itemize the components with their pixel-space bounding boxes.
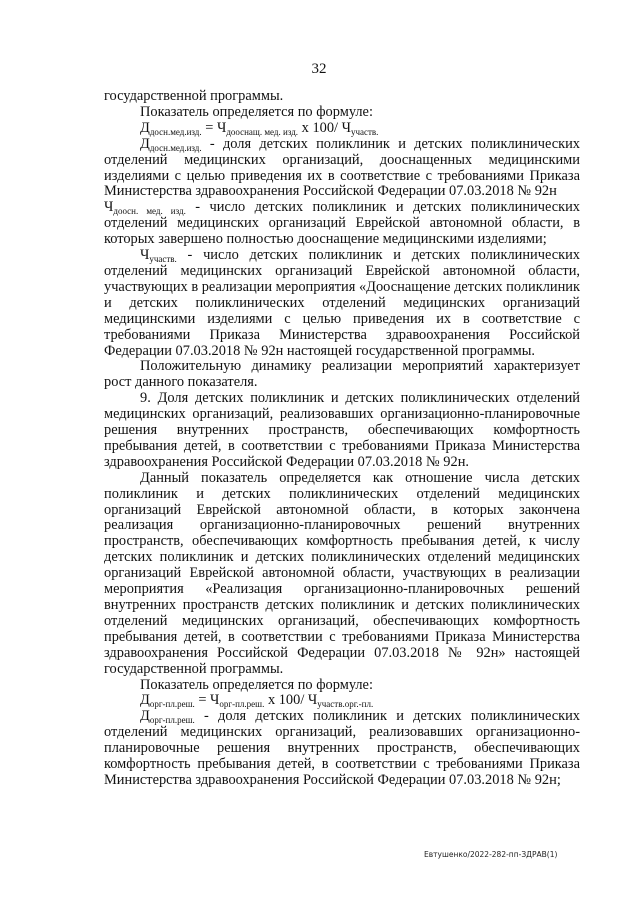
term-text: - число детских поликлиник и детских поликлинических отделений медицинских организаций Еврейской автономной области, в которых завершено полностью дооснащение медицинскими изделиями; — [104, 199, 580, 248]
formula-operator: х 100/ Ч — [298, 119, 351, 136]
document-body — [104, 89, 580, 789]
paragraph-indicator-9: 9. Доля детских поликлиник и детских поликлинических отделений медицинских организаций, реализовавших организационно-планировочные решения внутренних пространств, обеспечивающих комфортность пребывания детей, в соответствии с требованиями Приказа Министерства здравоохранения Российской Федерации 07.03.2018 № 92н. — [104, 390, 580, 470]
formula-subscript: дооснащ. мед. изд. — [226, 126, 299, 137]
page-number: 32 — [311, 61, 327, 77]
term-text: - доля детских поликлиник и детских поликлинических отделений медицинских организаций, дооснащенных медицинскими изделиями с целью приведения их в соответствие с требованиями Приказа Министерства здравоохранения Российской Федерации 07.03.2018 № 92н — [104, 135, 580, 200]
formula-subscript: участв.орг.-пл. — [317, 699, 374, 710]
term-text: - число детских поликлиник и детских поликлинических отделений медицинских организаций Еврейской автономной области, участвующих в реализации мероприятия «Дооснащение детских поликлиник и детских поликлинических отделений медицинских организаций медицинскими изделиями с целью приведения их в соответствие с требованиями Приказа Министерства здравоохранения Российской Федерации 07.03.2018 № 92н настоящей государственной программы. — [104, 247, 580, 359]
term-definition — [104, 248, 580, 359]
formula-symbol: Д — [140, 692, 150, 709]
document-footer: Евтушенко/2022-282-пп-ЗДРАВ(1) — [424, 850, 558, 859]
term-text: - доля детских поликлиник и детских поликлинических отделений медицинских организаций, реализовавших организационно-планировочные решения внутренних пространств, обеспечивающих комфортность пребывания детей, в соответствии с требованиями Приказа Министерства здравоохранения Российской Федерации 07.03.2018 № 92н; — [104, 708, 580, 788]
term-subscript: доосн. мед. изд. — [113, 206, 186, 217]
term-definition — [104, 200, 580, 248]
term-symbol: Д — [140, 135, 150, 152]
term-definition — [104, 137, 580, 201]
formula-operator: = Ч — [201, 119, 227, 136]
formula-subscript: орг-пл.реш. — [149, 699, 195, 710]
paragraph-continuation: государственной программы. — [104, 88, 284, 104]
term-subscript: участв. — [149, 254, 177, 265]
term-subscript: досн.мед.изд. — [149, 142, 202, 153]
formula-equipment-share — [140, 121, 580, 137]
paragraph-formula-intro: Показатель определяется по формуле: — [140, 676, 373, 693]
term-subscript: орг-пл.реш. — [149, 715, 195, 726]
term-symbol: Д — [140, 708, 150, 725]
paragraph-indicator-definition: Данный показатель определяется как отношение числа детских поликлиник и детских поликлинических отделений медицинских организаций Еврейской автономной области, в которых закончена реализация организационно-планировочных решений внутренних пространств, обеспечивающих комфортность пребывания детей, к числу детских поликлиник и детских поликлинических отделений медицинских организаций Еврейской автономной области, участвующих в реализации мероприятия «Реализация организационно-планировочных решений внутренних пространств детских поликлиник и детских поликлинических отделений медицинских организаций, обеспечивающих комфортность пребывания детей, в соответствии с требованиями Приказа Министерства здравоохранения Российской Федерации 07.03.2018 № 92н» настоящей государственной программы. — [104, 469, 580, 677]
paragraph-dynamics: Положительную динамику реализации мероприятий характеризует рост данного показателя. — [104, 358, 580, 391]
formula-subscript: досн.мед.изд. — [149, 126, 202, 137]
formula-operator: х 100/ Ч — [264, 692, 318, 709]
term-definition — [104, 709, 580, 789]
formula-operator: = Ч — [194, 692, 220, 709]
formula-symbol: Д — [140, 119, 150, 136]
term-symbol: Ч — [140, 247, 150, 264]
term-symbol: Ч — [104, 199, 114, 216]
formula-subscript: орг-пл.реш. — [219, 699, 265, 710]
formula-planning-share — [140, 693, 580, 709]
paragraph-formula-intro: Показатель определяется по формуле: — [140, 103, 373, 120]
formula-subscript: участв. — [350, 126, 379, 137]
